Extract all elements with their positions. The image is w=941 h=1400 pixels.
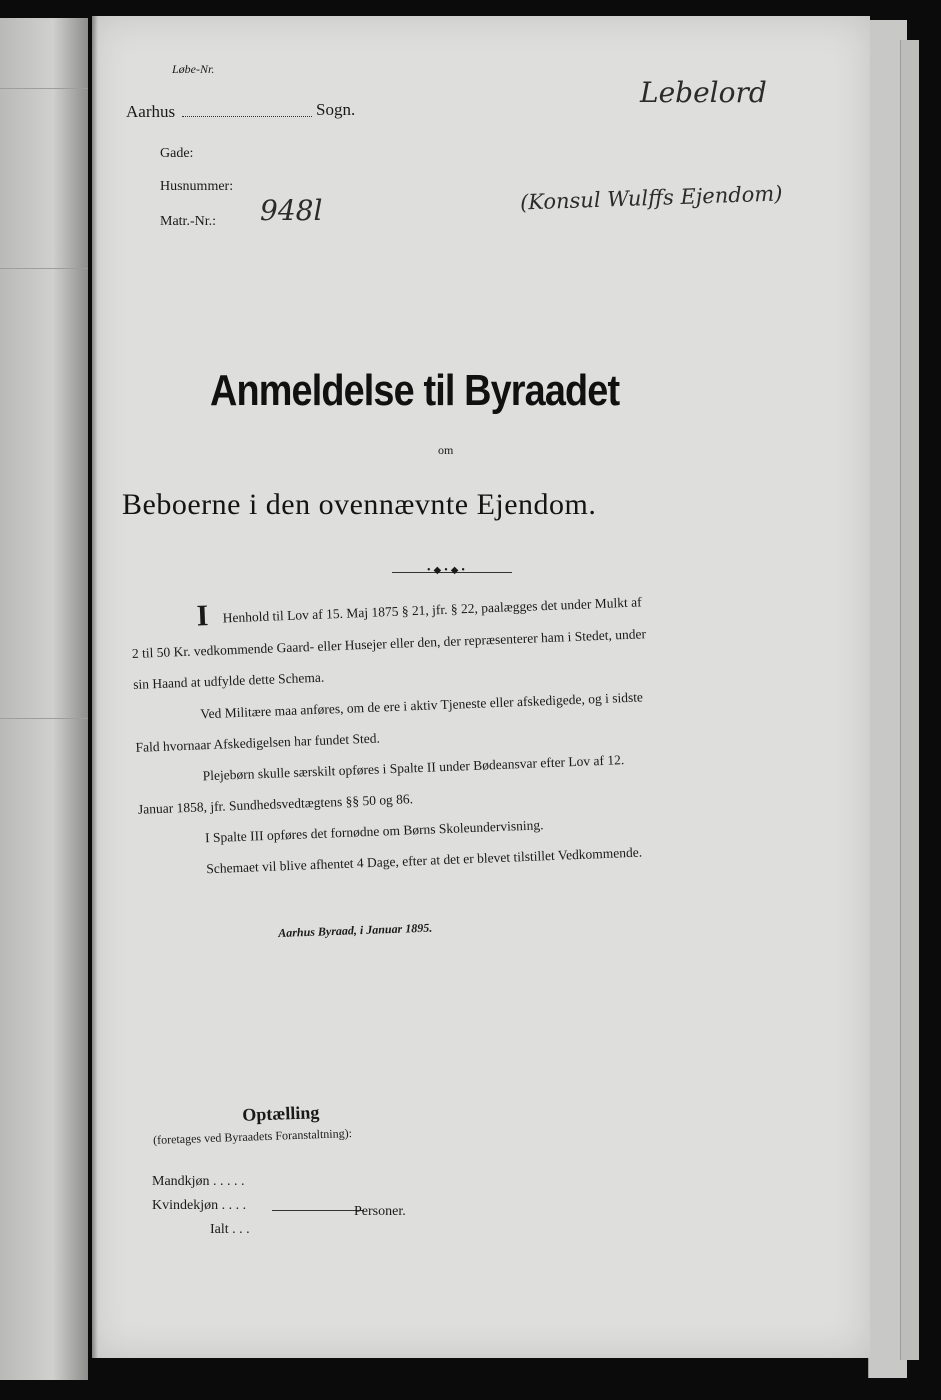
count-block [152, 1097, 473, 1148]
kvindekjon-label: Kvindekjøn . . . . [152, 1198, 247, 1213]
instruction-line-4: Ved Militære maa anføres, om de ere i aktiv Tjeneste eller afskedigede, og i sidste [200, 689, 644, 722]
instruction-line-1: Henhold til Lov af 15. Maj 1875 § 21, jfr. § 22, paalægges det under Mulkt af [222, 594, 642, 626]
dropcap: I [195, 599, 209, 633]
parish-sogn-label: Sogn. [316, 100, 356, 119]
count-heading: Optælling [241, 1102, 320, 1125]
title-connector: om [438, 443, 454, 457]
husnummer-label: Husnummer: [160, 179, 234, 194]
handwritten-parish: Lebelord [640, 76, 767, 109]
document-page [92, 16, 870, 1358]
page-subtitle: Beboerne i den ovennævnte Ejendom. [122, 488, 597, 521]
loebe-nr-label: Løbe-Nr. [172, 62, 215, 76]
page-title: Anmeldelse til Byraadet [210, 366, 620, 415]
left-page-edge [0, 18, 88, 1380]
page-stack-back [900, 40, 919, 1360]
handwritten-owner: (Konsul Wulffs Ejendom) [519, 181, 783, 215]
instruction-line-5: Fald hvornaar Afskedigelsen har fundet Sted. [135, 730, 381, 755]
instruction-line-9: Schemaet vil blive afhentet 4 Dage, efter at det er blevet tilstillet Vedkommende. [206, 844, 643, 877]
count-note: (foretages ved Byraadets Foranstaltning): [152, 1126, 353, 1147]
instruction-line-7: Januar 1858, jfr. Sundhedsvedtægtens §§ 50 og 86. [137, 791, 414, 817]
handwritten-matr: 948l [260, 194, 323, 227]
gade-label: Gade: [160, 146, 194, 161]
parish-town-label: Aarhus [126, 102, 176, 121]
mandkjon-label: Mandkjøn . . . . . [152, 1174, 245, 1189]
binding-shadow [92, 16, 98, 1358]
instruction-line-6: Plejebørn skulle særskilt opføres i Spalte II under Bødeansvar efter Lov af 12. [202, 752, 625, 784]
matr-label: Matr.-Nr.: [160, 214, 216, 229]
personer-label: Personer. [354, 1204, 406, 1219]
instructions-block [130, 577, 790, 880]
signature-line: Aarhus Byraad, i Januar 1895. [278, 920, 433, 940]
parish-dotted-line [182, 116, 312, 117]
ornament-dots: •◆•◆• [427, 565, 468, 576]
count-total-rule [272, 1210, 364, 1211]
instruction-line-2: 2 til 50 Kr. vedkommende Gaard- eller Husejer eller den, der repræsenterer ham i Stedet, under [131, 626, 647, 661]
instruction-line-3: sin Haand at udfylde dette Schema. [132, 669, 325, 692]
ialt-label: Ialt . . . [210, 1222, 250, 1237]
instruction-line-8: I Spalte III opføres det fornødne om Børns Skoleundervisning. [204, 817, 544, 846]
